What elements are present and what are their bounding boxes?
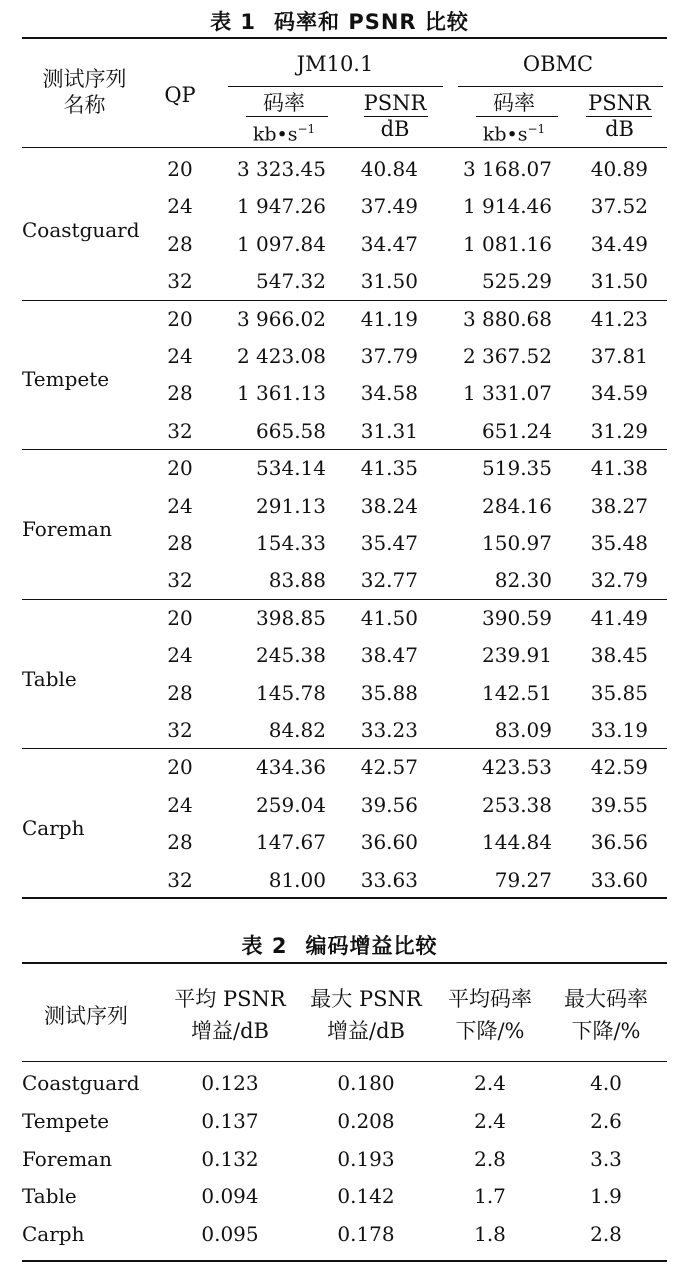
table1-cell-ob-psnr: 42.59 [590, 755, 648, 780]
table1-jm-rate-unit-exp: −1 [297, 122, 316, 136]
table1-top-rule [22, 37, 667, 39]
table1-cell-ob-psnr: 37.52 [590, 194, 648, 219]
table1-cell-ob-psnr: 41.38 [590, 456, 648, 481]
table1-cell-ob-psnr: 41.23 [590, 306, 648, 331]
table2-caption-title: 编码增益比较 [305, 934, 438, 958]
table1-cell-ob-psnr: 41.49 [590, 605, 648, 630]
table1-cell-qp: 32 [167, 269, 193, 294]
table1-cell-jm-rate: 547.32 [256, 269, 326, 294]
table1-cell-ob-psnr: 39.55 [590, 792, 648, 817]
table1-cell-jm-rate: 1 361.13 [236, 381, 326, 406]
table1-cell-ob-rate: 423.53 [482, 755, 552, 780]
table1-cell-ob-psnr: 38.45 [590, 643, 648, 668]
table2-caption-number: 表 2 [241, 934, 288, 958]
table1-cell-ob-rate: 83.09 [494, 718, 552, 742]
table1-cell-jm-rate: 145.78 [256, 680, 326, 705]
table1-bottom-rule [22, 897, 667, 899]
table1-cell-qp: 32 [167, 867, 193, 892]
table1-cell-ob-psnr: 32.79 [590, 568, 648, 593]
table2-cell-avg-psnr: 0.123 [201, 1071, 259, 1095]
table1-cell-jm-psnr: 37.79 [360, 344, 418, 368]
table1-cell-jm-psnr: 37.49 [360, 194, 418, 219]
table1-cell-ob-psnr: 33.19 [590, 718, 648, 742]
table1-cell-jm-rate: 3 966.02 [236, 306, 326, 331]
table1-cell-ob-psnr: 36.56 [590, 830, 648, 855]
table1-cell-ob-rate: 3 168.07 [462, 157, 552, 181]
table1-cell-qp: 24 [167, 792, 193, 817]
table2-cell-name: Tempete [22, 1108, 110, 1133]
table2-avg-rate-header-line2: 下降/% [455, 1019, 525, 1043]
table1-cell-qp: 20 [167, 755, 193, 780]
table2-cell-max-psnr: 0.180 [337, 1071, 395, 1095]
table1-jm-rate-unit [228, 116, 340, 147]
table1-sequence-name: Carph [22, 816, 85, 841]
table1-cell-jm-psnr: 33.23 [360, 718, 418, 742]
table1-cell-qp: 32 [167, 568, 193, 593]
table1-group-divider [22, 599, 667, 600]
table1-cell-jm-rate: 2 423.08 [236, 344, 326, 368]
table1-group-jm-header: JM10.1 [296, 52, 374, 76]
table1-col-name-line2: 名称 [63, 93, 106, 117]
table1-cell-jm-psnr: 36.60 [360, 830, 418, 855]
table1-jm-rate-unit-text: kb•s [252, 123, 298, 146]
table2-max-psnr-header [296, 986, 436, 1044]
table1-cell-ob-rate: 3 880.68 [462, 306, 552, 331]
table1-jm-rate-label: 码率 [263, 91, 305, 115]
table1-cell-ob-psnr: 35.85 [590, 680, 648, 705]
table1-cell-ob-rate: 284.16 [482, 493, 552, 518]
table1-sequence-name: Table [22, 666, 77, 691]
table1-group-divider [22, 300, 667, 301]
table1-ob-psnr-label: PSNR [588, 91, 651, 115]
table1-cell-jm-psnr: 35.47 [360, 531, 418, 555]
table1-col-qp-header: QP [164, 83, 196, 107]
table1-sequence-name: Foreman [22, 517, 112, 541]
table1-cell-ob-psnr: 38.27 [590, 493, 648, 518]
table1-cell-ob-rate: 144.84 [482, 830, 552, 855]
table1-cell-jm-rate: 84.82 [268, 718, 326, 742]
table1-cell-ob-rate: 2 367.52 [462, 344, 552, 368]
table1-cell-qp: 20 [167, 306, 193, 331]
table2-top-rule [22, 962, 667, 964]
table2-cell-name: Foreman [22, 1146, 112, 1171]
table1-ob-rate-unit-exp: −1 [527, 122, 546, 136]
table1-cell-ob-psnr: 37.81 [590, 344, 648, 368]
table1-col-name-line1: 测试序列 [42, 67, 127, 91]
table1-cell-jm-psnr: 41.50 [360, 605, 418, 630]
table1-cell-qp: 28 [167, 231, 193, 256]
table1-cell-jm-psnr: 42.57 [360, 755, 418, 780]
table2-cell-avg-rate: 2.4 [474, 1108, 506, 1133]
table1-ob-rate-header [458, 90, 570, 116]
table1-cell-jm-rate: 259.04 [256, 792, 326, 817]
table1-cell-qp: 24 [167, 643, 193, 668]
table1-group-obmc-header: OBMC [522, 52, 594, 76]
table1-cell-qp: 24 [167, 194, 193, 219]
table1-cell-jm-psnr: 31.31 [360, 418, 418, 443]
table1-cell-ob-rate: 1 331.07 [462, 381, 552, 406]
table1-cell-jm-rate: 147.67 [256, 830, 326, 855]
table1-group-divider [22, 748, 667, 749]
table1-cell-ob-rate: 390.59 [482, 605, 552, 630]
table2-cell-avg-psnr: 0.095 [201, 1222, 259, 1247]
table1-cell-jm-rate: 291.13 [256, 493, 326, 518]
table1-cell-jm-rate: 154.33 [256, 531, 326, 555]
table1-cell-ob-rate: 519.35 [482, 456, 552, 481]
table1-ob-rate-unit-text: kb•s [482, 123, 528, 146]
table1-cell-jm-rate: 665.58 [256, 418, 326, 443]
table2-avg-rate-header [430, 986, 550, 1044]
table2-avg-psnr-header-line1: 平均 PSNR [174, 987, 286, 1011]
table2-cell-max-psnr: 0.193 [337, 1146, 395, 1171]
table1-caption-number: 表 1 [210, 10, 257, 34]
table1-cell-ob-psnr: 34.59 [590, 381, 648, 406]
table2-cell-name: Table [22, 1184, 77, 1209]
table1-cell-jm-rate: 534.14 [256, 456, 326, 481]
table1-cell-ob-psnr: 35.48 [590, 531, 648, 555]
table1-cell-ob-psnr: 31.29 [590, 418, 648, 443]
table1-cell-ob-rate: 1 081.16 [462, 231, 552, 256]
table2-cell-max-rate: 4.0 [590, 1071, 622, 1095]
table1-cell-ob-rate: 142.51 [482, 680, 552, 705]
table1-cell-jm-psnr: 38.24 [360, 493, 418, 518]
table1-cell-jm-rate: 398.85 [256, 605, 326, 630]
table1-group-jm-rule [228, 86, 443, 87]
table1-cell-qp: 24 [167, 344, 193, 368]
table1-cell-jm-rate: 83.88 [268, 568, 326, 593]
table1-sequence-name: Tempete [22, 367, 110, 392]
table1-cell-qp: 28 [167, 680, 193, 705]
table1-cell-ob-psnr: 31.50 [590, 269, 648, 294]
table1-cell-jm-psnr: 31.50 [360, 269, 418, 294]
table1-cell-jm-psnr: 33.63 [360, 867, 418, 892]
table1-cell-qp: 20 [167, 456, 193, 481]
table1-cell-jm-psnr: 34.58 [360, 381, 418, 406]
table1-sequence-name: Coastguard [22, 217, 140, 242]
table1-cell-qp: 20 [167, 157, 193, 181]
table2-caption [0, 930, 679, 960]
table1-cell-qp: 32 [167, 718, 193, 742]
table1-caption [0, 6, 679, 36]
table1-cell-qp: 28 [167, 830, 193, 855]
table1-cell-jm-rate: 81.00 [268, 867, 326, 892]
table2-max-psnr-header-line2: 增益/dB [327, 1019, 405, 1043]
table1-ob-rate-label: 码率 [493, 91, 535, 115]
table1-cell-jm-psnr: 39.56 [360, 792, 418, 817]
table1-cell-ob-rate: 253.38 [482, 792, 552, 817]
table1-cell-ob-rate: 82.30 [494, 568, 552, 593]
table2-cell-max-rate: 3.3 [590, 1146, 622, 1171]
table2-cell-avg-rate: 1.7 [474, 1184, 506, 1209]
table2-cell-avg-rate: 1.8 [474, 1222, 506, 1247]
table1-cell-jm-rate: 434.36 [256, 755, 326, 780]
table1-ob-rate-unit [458, 116, 570, 147]
table1-cell-jm-psnr: 40.84 [360, 157, 418, 181]
table1-jm-psnr-label: PSNR [363, 91, 427, 115]
table1-cell-jm-psnr: 41.19 [360, 306, 418, 331]
table2-max-rate-header [546, 986, 666, 1044]
table2-header-rule [22, 1061, 667, 1062]
table1-group-obmc-rule [458, 86, 663, 87]
table1-cell-ob-rate: 651.24 [482, 418, 552, 443]
table2-avg-rate-header-line1: 平均码率 [448, 987, 532, 1011]
table1-cell-ob-rate: 79.27 [494, 867, 552, 892]
table2-cell-max-rate: 2.8 [590, 1222, 622, 1247]
table1-col-name-header [22, 66, 147, 118]
table1-cell-ob-psnr: 40.89 [590, 157, 648, 181]
table2-avg-psnr-header-line2: 增益/dB [191, 1019, 269, 1043]
table1-cell-qp: 20 [167, 605, 193, 630]
table2-cell-max-psnr: 0.178 [337, 1222, 395, 1247]
table2-avg-psnr-header [160, 986, 300, 1044]
table1-cell-qp: 32 [167, 418, 193, 443]
table1-caption-title: 码率和 PSNR 比较 [274, 10, 469, 34]
table2-cell-name: Carph [22, 1222, 85, 1247]
table2-cell-avg-psnr: 0.094 [201, 1184, 259, 1209]
table1-jm-psnr-unit: dB [380, 117, 410, 141]
table1-cell-ob-psnr: 34.49 [590, 231, 648, 256]
table1-cell-qp: 24 [167, 493, 193, 518]
table1-cell-ob-rate: 150.97 [482, 531, 552, 555]
table2-max-rate-header-line1: 最大码率 [564, 987, 648, 1011]
table1-header-rule [22, 147, 667, 148]
table2-cell-max-rate: 2.6 [590, 1108, 622, 1133]
table2-cell-max-rate: 1.9 [590, 1184, 622, 1209]
table2-cell-avg-psnr: 0.137 [201, 1108, 259, 1133]
table1-cell-jm-psnr: 32.77 [360, 568, 418, 593]
table2-bottom-rule [22, 1260, 667, 1262]
table1-cell-ob-rate: 525.29 [482, 269, 552, 294]
table1-group-divider [22, 449, 667, 450]
table2-cell-avg-psnr: 0.132 [201, 1146, 259, 1171]
table1-ob-psnr-unit: dB [605, 117, 634, 141]
table2-cell-max-psnr: 0.142 [337, 1184, 395, 1209]
table1-cell-jm-psnr: 41.35 [360, 456, 418, 481]
table2-cell-avg-rate: 2.8 [474, 1146, 506, 1171]
table1-cell-ob-rate: 239.91 [482, 643, 552, 668]
table2-cell-avg-rate: 2.4 [474, 1071, 506, 1095]
table1-cell-ob-psnr: 33.60 [590, 867, 648, 892]
table1-cell-jm-psnr: 38.47 [360, 643, 418, 668]
table2-max-psnr-header-line1: 最大 PSNR [310, 987, 422, 1011]
table1-cell-jm-rate: 3 323.45 [236, 157, 326, 181]
table2-col-name-header: 测试序列 [44, 1004, 128, 1028]
table1-cell-jm-psnr: 34.47 [360, 231, 418, 256]
table2-cell-name: Coastguard [22, 1071, 140, 1095]
table2-cell-max-psnr: 0.208 [337, 1108, 395, 1133]
table1-cell-jm-rate: 1 947.26 [236, 194, 326, 219]
table1-cell-qp: 28 [167, 531, 193, 555]
table1-cell-jm-rate: 245.38 [256, 643, 326, 668]
table1-jm-rate-header [228, 90, 340, 116]
table1-cell-jm-psnr: 35.88 [360, 680, 418, 705]
table2-max-rate-header-line2: 下降/% [571, 1019, 641, 1043]
table1-cell-jm-rate: 1 097.84 [236, 231, 326, 256]
table1-cell-qp: 28 [167, 381, 193, 406]
table1-cell-ob-rate: 1 914.46 [462, 194, 552, 219]
